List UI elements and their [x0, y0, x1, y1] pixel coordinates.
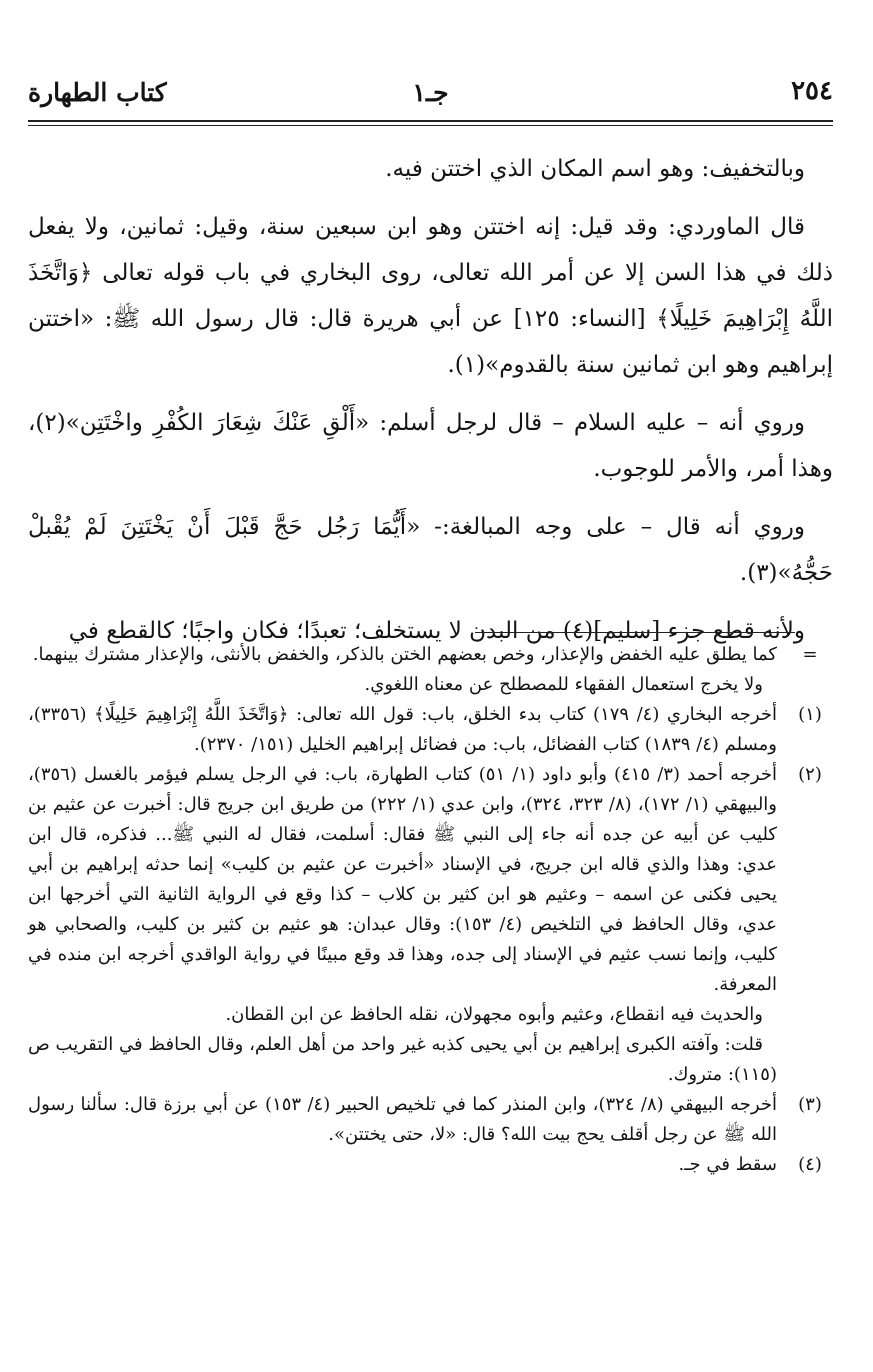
footnote-text: أخرجه أحمد (٣/ ٤١٥) وأبو داود (١/ ٥١) كتاب الطهارة، باب: في الرجل يسلم فيؤمر بالغسل (٣٥٦)، والبيهقي (١/ ١٧٢)، (٨/ ٣٢٣، ٣٢٤)، وابن عدي (١/ ٢٢٢) من طريق ابن جريج قال: أخبرت عن عثيم بن كليب عن أبيه عن جده أنه جاء إلى النبي ﷺ فقال: أسلمت، فقال له النبي ﷺ... فذكره، قال ابن عدي: وهذا والذي قاله ابن جريج، في الإسناد «أخبرت عن عثيم بن كليب» إنما حدثه إبراهيم بن أبي يحيى فكنى عن اسمه – وعثيم هو ابن كثير بن كلاب – كذا وقع في الرواية الثانية التي أخرجها ابن عدي، وقال الحافظ في التلخيص (٤/ ١٥٣): وقال عبدان: هو عثيم بن كثير بن كليب، والصحابي هو كليب، وإنما نسب عثيم في الإسناد إلى جده، وهذا قد وقع مبينًا في رواية الواقدي أخرجه ابن منده في المعرفة. [28, 764, 778, 995]
main-text [28, 146, 833, 666]
footnote-text: ولا يخرج استعمال الفقهاء للمصطلح عن معناه اللغوي. [364, 674, 763, 695]
footnote-text: والحديث فيه انقطاع، وعثيم وأبوه مجهولان، نقله الحافظ عن ابن القطان. [225, 1004, 763, 1025]
main-paragraph: وروي أنه – عليه السلام – قال لرجل أسلم: «أَلْقِ عَنْكَ شِعَارَ الكُفْرِ واخْتَتِن»(٢)، وهذا أمر، والأمر للوجوب. [28, 410, 833, 482]
footnote-text: أخرجه البخاري (٤/ ١٧٩) كتاب بدء الخلق، باب: قول الله تعالى: ﴿وَاتَّخَذَ اللَّهُ إِبْرَاهِيمَ خَلِيلًا﴾ (٣٣٥٦)، ومسلم (٤/ ١٨٣٩) كتاب الفضائل، باب: من فضائل إبراهيم الخليل (١٥١/ ٢٣٧٠). [28, 704, 777, 755]
footnote-text: أخرجه البيهقي (٨/ ٣٢٤)، وابن المنذر كما في تلخيص الحبير (٤/ ١٥٣) عن أبي برزة قال: سألنا رسول الله ﷺ عن رجل أقلف يحج بيت الله؟ قال: «لا، حتى يختتن». [28, 1094, 777, 1145]
main-paragraph: ولأنه قطع جزء [سليم](٤) من البدن لا يستخلف؛ تعبدًا؛ فكان واجبًا؛ كالقطع في [68, 618, 805, 644]
main-paragraph: وبالتخفيف: وهو اسم المكان الذي اختتن فيه. [385, 156, 805, 182]
footnote-separator [475, 632, 795, 633]
footnote-4 [28, 1150, 833, 1180]
footnote-marker: (١) [798, 704, 822, 725]
footnotes [28, 640, 833, 1180]
header-rule-thin [28, 125, 833, 126]
footnote-text: كما يطلق عليه الخفض والإعذار، وخص بعضهم الختن بالذكر، والخفض بالأنثى، والإعذار مشترك بينهما. [32, 644, 777, 665]
book-title: كتاب الطهارة [28, 78, 167, 107]
running-header [28, 76, 833, 122]
footnote-marker: = [802, 644, 818, 665]
main-paragraph: وروي أنه قال – على وجه المبالغة:- «أَيُّمَا رَجُل حَجَّ قَبْلَ أَنْ يَخْتَتِنَ لَمْ يُقْبلْ حَجُّهُ»(٣). [28, 514, 833, 586]
footnote-3 [28, 1090, 833, 1150]
page-number: ٢٥٤ [791, 76, 833, 106]
footnote-continuation [28, 640, 833, 700]
footnote-marker: (٤) [798, 1154, 822, 1175]
footnote-text: سقط في جـ. [678, 1154, 777, 1175]
footnote-marker: (٣) [798, 1094, 822, 1115]
footnote-text: قلت: وآفته الكبرى إبراهيم بن أبي يحيى كذبه غير واحد من أهل العلم، وقال الحافظ في التقريب ص (١١٥): متروك. [28, 1034, 777, 1085]
footnote-marker: (٢) [798, 764, 822, 785]
main-paragraph: قال الماوردي: وقد قيل: إنه اختتن وهو ابن سبعين سنة، وقيل: ثمانين، ولا يفعل ذلك في هذا السن إلا عن أمر الله تعالى، روى البخاري في باب قوله تعالى ﴿وَاتَّخَذَ اللَّهُ إِبْرَاهِيمَ خَلِيلًا﴾ [النساء: ١٢٥] عن أبي هريرة قال: قال رسول الله ﷺ: «اختتن إبراهيم وهو ابن ثمانين سنة بالقدوم»(١). [28, 214, 833, 378]
footnote-2 [28, 760, 833, 1090]
volume-label: جـ١ [412, 78, 449, 107]
footnote-1 [28, 700, 833, 760]
header-rule-thick [28, 120, 833, 122]
